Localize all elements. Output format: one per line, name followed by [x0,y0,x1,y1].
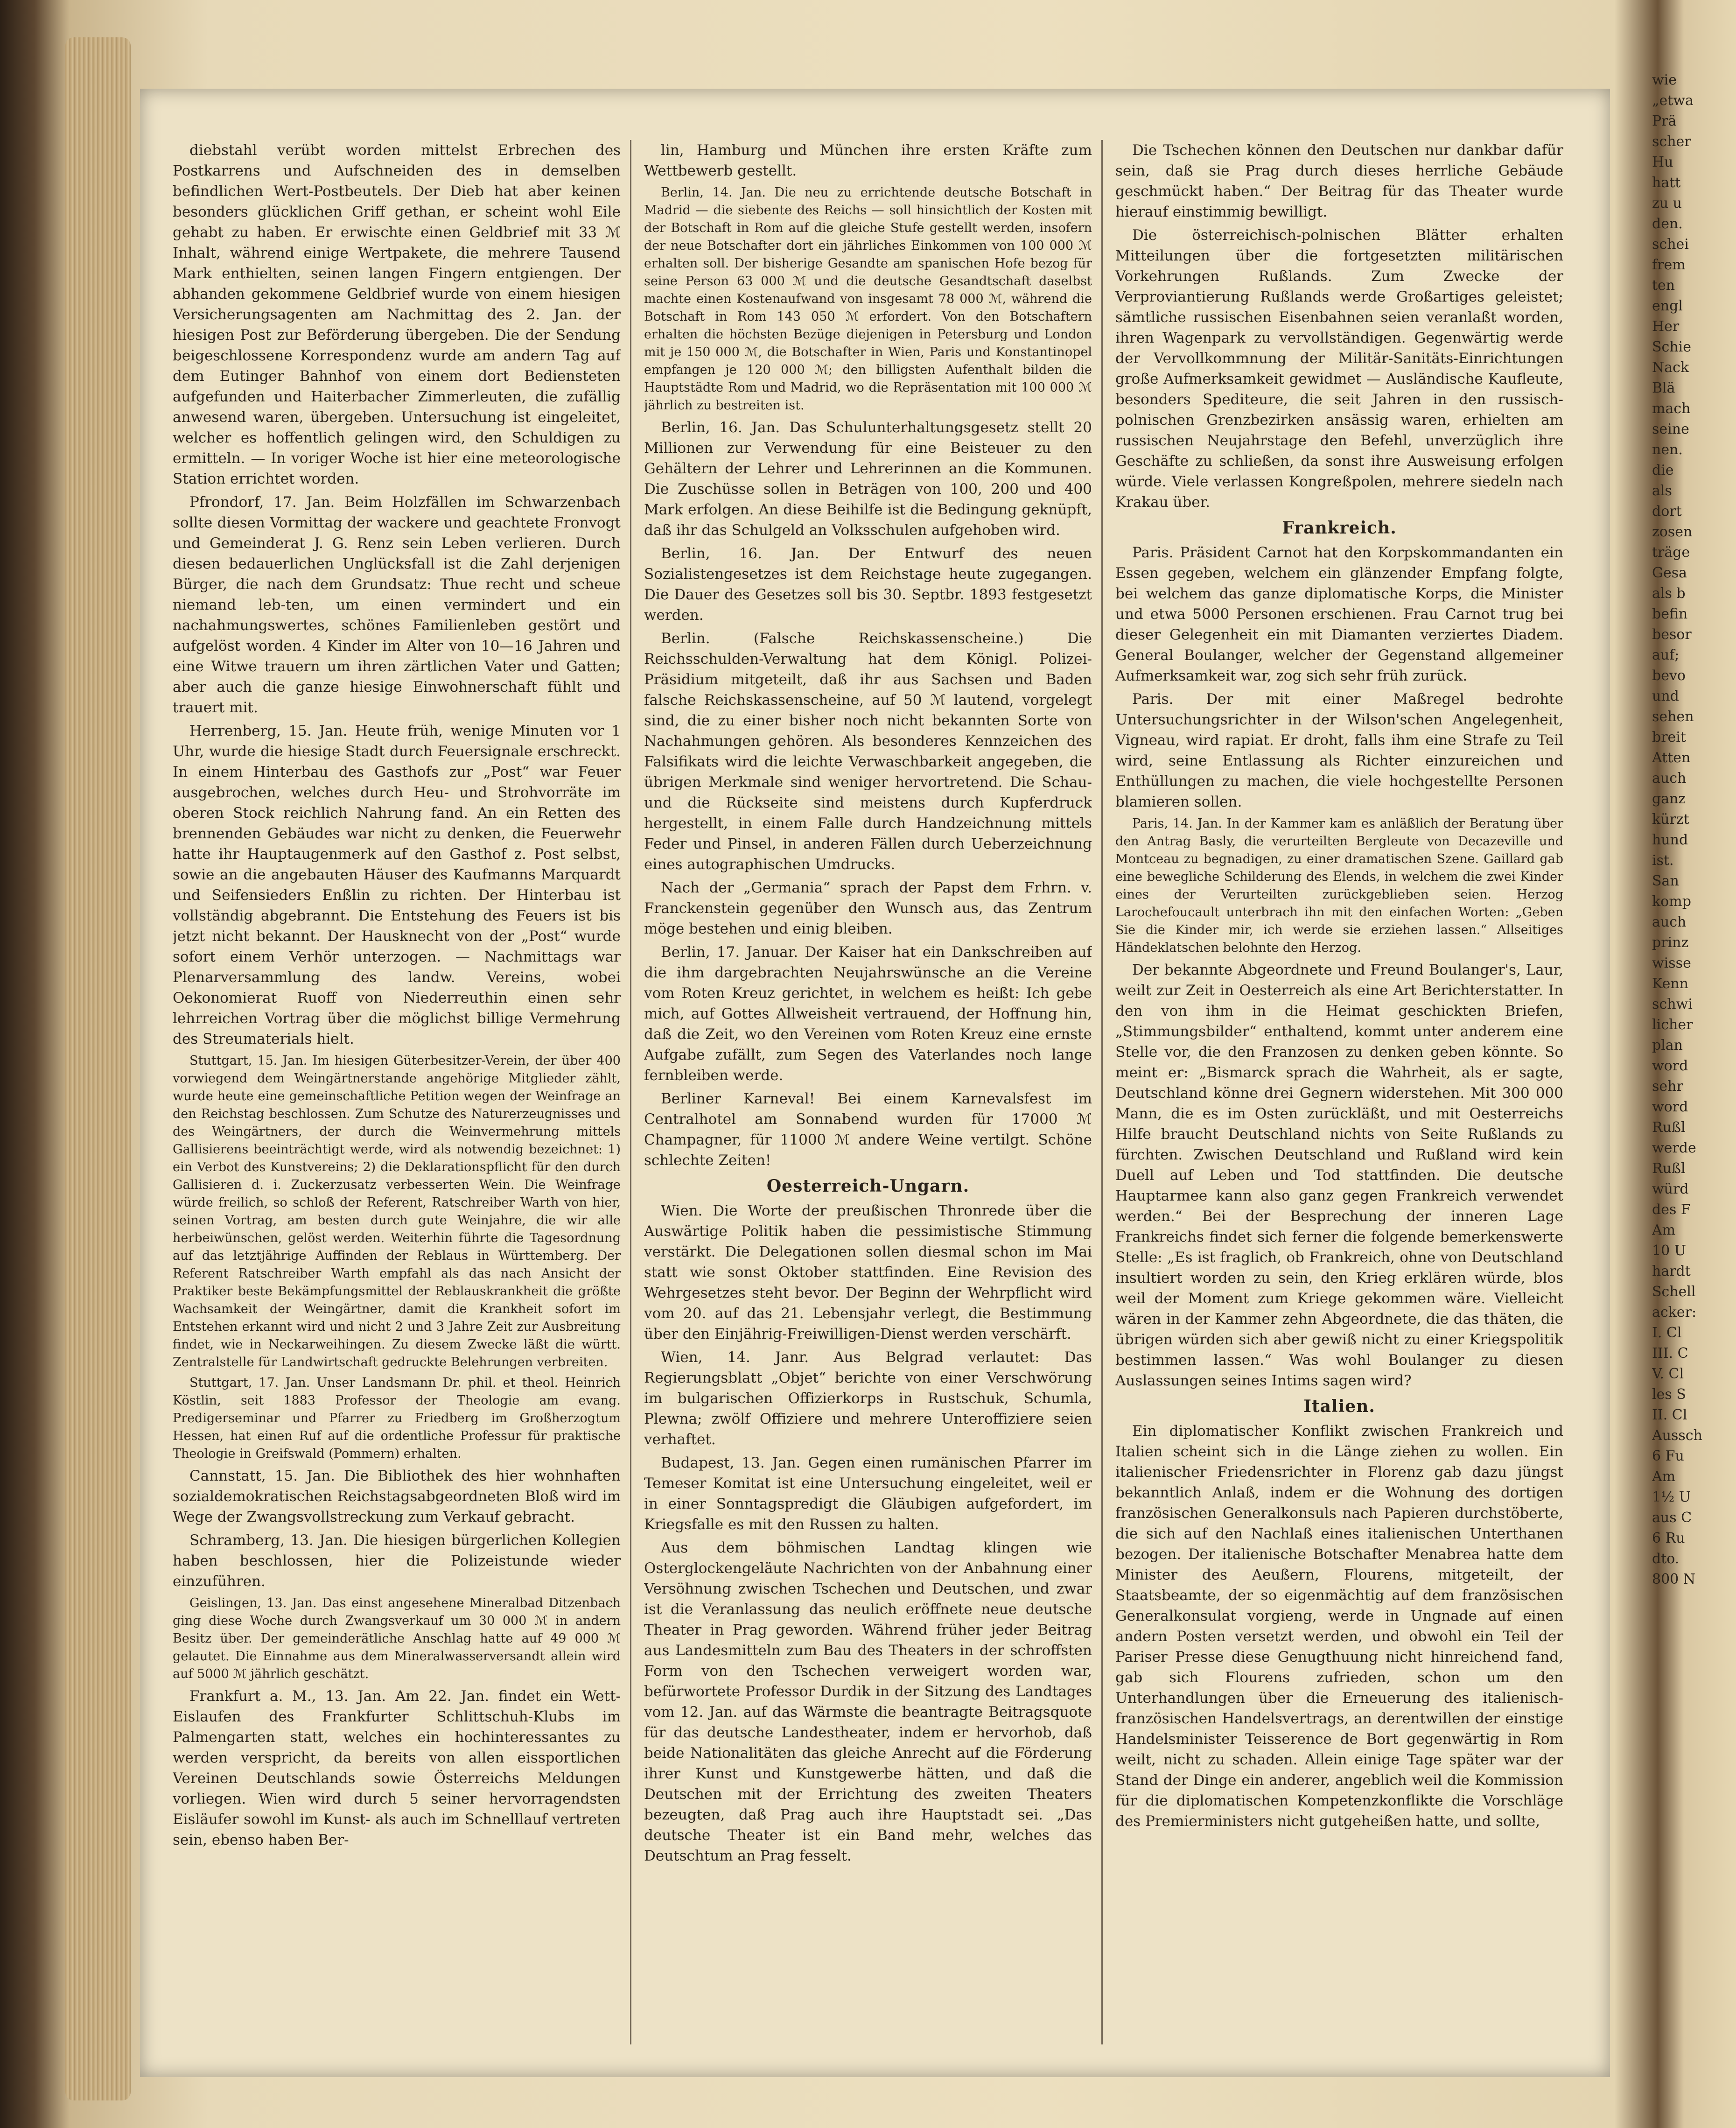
page-fragment-line: Her [1652,318,1680,335]
page-fragment-line: Atten [1652,750,1691,766]
page-fragment-line: und [1652,688,1679,704]
book-spine-edge [65,37,131,2100]
page-fragment-line: hardt [1652,1263,1691,1279]
page-fragment-line: Rußl [1652,1119,1686,1136]
page-fragment-line: zu u [1652,195,1682,211]
page-fragment-line: 6 Fu [1652,1448,1684,1464]
page-fragment-line: 10 U [1652,1243,1686,1259]
section-heading: Italien. [1303,1397,1375,1416]
page-fragment-line: ist. [1652,852,1674,869]
article-paragraph: Berlin, 16. Jan. Das Schulunterhaltungsgesetz stellt 20 Millionen zur Verwendung für eine Beisteuer zu den Gehältern der Lehrer und Lehrerinnen an die Kommunen. Die Zuschüsse sollen in Beträgen von 100, 200 und 400 Mark erfolgen. An diese Beihilfe ist die Bedingung geknüpft, daß ihr das Schulgeld an Volksschulen aufgehoben wird. [644,419,1092,539]
page-fragment-line: Aussch [1652,1427,1702,1444]
page-fragment-line: engl [1652,298,1683,314]
page-fragment-line: word [1652,1099,1688,1115]
article-paragraph: diebstahl verübt worden mittelst Erbrechen des Postkarrens und Aufschneiden des in demselben befindlichen Wert-Postbeutels. Der Dieb hat aber keinen besonders glücklichen Griff gethan, er scheint wohl Eile gehabt zu haben. Er erwischte einen Geldbrief mit 33 ℳ Inhalt, während einige Wertpakete, die mehrere Tausend Mark enthielten, seinen langen Fingern entgiengen. Der abhanden gekommene Geldbrief wurde von einem hiesigen Versicherungsagenten am Nachmittag des 2. Jan. der hiesigen Post zur Beförderung übergeben. Die der Sendung beigeschlossene Korrespondenz wurde am andern Tag auf dem Eutinger Bahnhof von einem dort Bediensteten aufgefunden und Haiterbacher Zimmerleuten, die zufällig anwesend waren, übergeben. Untersuchung ist eingeleitet, welcher es hoffentlich gelingen wird, den Schuldigen zu ermitteln. — In voriger Woche ist hier eine meteorologische Station errichtet worden. [173,142,621,487]
page-fragment-line: V. Cl [1652,1366,1684,1382]
page-fragment-line: schwi [1652,996,1693,1012]
article-paragraph: Stuttgart, 15. Jan. Im hiesigen Güterbesitzer-Verein, der über 400 vorwiegend dem Weingärtnerstande angehörige Mitglieder zählt, wurde heute eine gemeinschaftliche Petition wegen der Weinfrage an den Reichstag beschlossen. Zum Schutze des Naturerzeugnisses und des Weingärtners, der durch die Weinvermehrung mittels Gallisierens beeinträchtigt werde, wird als notwendig bezeichnet: 1) ein Verbot des Kunstvereins; 2) die Deklarationspflicht für den durch Gallisieren d. i. Zuckerzusatz verbesserten Wein. Die Weinfrage würde freilich, so schloß der Referent, Ratschreiber Warth von hier, seinen Vortrag, am besten durch gute Weinjahre, die wir alle herbeiwünschen, gelöst werden. Weiterhin führte die Tagesordnung auf das letztjährige Auffinden der Reblaus in Württemberg. Der Referent Ratschreiber Warth empfahl als das nach Ansicht der Praktiker beste Bekämpfungsmittel der Reblauskrankheit die größte Wachsamkeit der Weingärtner, damit die Krankheit sofort im Entstehen erkannt wird und nicht 2 und 3 Jahre Zeit zur Ausbreitung findet, wie in Neckarweihingen. Zu diesem Zwecke läßt die württ. Zentralstelle für Landwirtschaft gedruckte Belehrungen verbreiten. [173,1053,621,1370]
page-fragment-line: les S [1652,1386,1686,1403]
page-fragment-line: auf; [1652,647,1680,663]
page-fragment-line: hatt [1652,175,1681,191]
page-fragment-line: frem [1652,257,1686,273]
page-fragment-line: Gesa [1652,565,1687,581]
page-fragment-line: aus C [1652,1510,1692,1526]
article-paragraph: Cannstatt, 15. Jan. Die Bibliothek des hier wohnhaften sozialdemokratischen Reichstagsabgeordneten Bloß wird im Wege der Zwangsvollstreckung zum Verkauf gebracht. [173,1468,621,1525]
article-paragraph: Berliner Karneval! Bei einem Karnevalsfest im Centralhotel am Sonnabend wurden für 17000 ℳ Champagner, für 11000 ℳ andere Weine vertilgt. Schöne schlechte Zeiten! [644,1090,1092,1169]
article-paragraph: Berlin. (Falsche Reichskassenscheine.) Die Reichsschulden-Verwaltung hat dem Königl. Polizei-Präsidium mitgeteilt, daß ihr aus Sachsen und Baden falsche Reichskassenscheine, auf 50 ℳ lautend, vorgelegt sind, die zu einer bisher noch nicht bekannten Sorte von Nachahmungen gehören. Als besonderes Kennzeichen des Falsifikats wird die leichte Verwaschbarkeit angegeben, die übrigen Merkmale sind weniger hervortretend. Die Schau- und die Rückseite sind meistens durch Kupferdruck hergestellt, in einem Falle durch Handzeichnung mittels Feder und Pinsel, in anderen Fällen durch Ueberzeichnung eines autographischen Umdrucks. [644,630,1092,873]
page-fragment-line: Schell [1652,1284,1696,1300]
page-fragment-line: mach [1652,400,1691,417]
article-paragraph: Schramberg, 13. Jan. Die hiesigen bürgerlichen Kollegien haben beschlossen, hier die Polizeistunde wieder einzuführen. [173,1532,621,1590]
page-fragment-line: auch [1652,914,1687,930]
page-fragment-line: Am [1652,1222,1676,1238]
page-fragment-line: schei [1652,236,1689,253]
page-fragment-line: wie [1652,72,1677,88]
article-paragraph: Die österreichisch-polnischen Blätter erhalten Mitteilungen über die fortgesetzten militärischen Vorkehrungen Rußlands. Zum Zwecke der Verproviantierung Rußlands werde Großartiges geleistet; sämtliche russischen Eisenbahnen seien veranlaßt worden, ihren Wagenpark zu vervollständigen. Gegenwärtig werde der Vervollkommnung der Militär-Sanitäts-Einrichtungen große Aufmerksamkeit gewidmet — Ausländische Kaufleute, besonders Spediteure, die seit Jahren in den russisch-polnischen Grenzbezirken ansässig waren, erhielten am russischen Neujahrstage den Befehl, unverzüglich ihre Geschäfte zu schließen, da sonst ihre Ausweisung erfolgen würde. Viele verlassen Kongreßpolen, mehrere siedeln nach Krakau über. [1115,227,1563,511]
page-fragment-line: befin [1652,606,1688,622]
page-fragment-line: auch [1652,770,1687,787]
article-paragraph: Berlin, 16. Jan. Der Entwurf des neuen Sozialistengesetzes ist dem Reichstage heute zugegangen. Die Dauer des Gesetzes soll bis 30. Septbr. 1893 festgesetzt werden. [644,545,1092,624]
article-paragraph: Der bekannte Abgeordnete und Freund Boulanger's, Laur, weilt zur Zeit in Oesterreich als eine Art Berichterstatter. In den von ihm in die Heimat geschickten Briefen, „Stimmungsbilder“ enthaltend, kommt unter anderem eine Stelle vor, die den Franzosen zu denken geben könnte. So meint er: „Bismarck sprach die Wahrheit, als er sagte, Deutschland könne drei Gegnern widerstehen. Mit 300 000 Mann, die es im Osten zurückläßt, und mit Oesterreichs Hilfe braucht Deutschland nichts von Seite Rußlands zu fürchten. Zwischen Deutschland und Rußland wird kein Duell auf Leben und Tod stattfinden. Die deutsche Hauptarmee kann also ganz gegen Frankreich verwendet werden.“ Bei der Besprechung der inneren Lage Frankreichs findet sich ferner die folgende bemerkenswerte Stelle: „Es ist fraglich, ob Frankreich, ohne von Deutschland insultiert worden zu sein, den Krieg erklären würde, blos weil der Moment zum Kriege gekommen wäre. Vielleicht wären in der Kammer zehn Abgeordnete, die das thäten, die übrigen würden sich aber gewiß nicht zu einer Kriegspolitik bestimmen lassen.“ Was wohl Boulanger zu diesen Auslassungen seines Intims sagen wird? [1115,962,1563,1389]
page-fragment-line: licher [1652,1017,1693,1033]
column-rule [1101,140,1103,2044]
article-paragraph: Berlin, 17. Januar. Der Kaiser hat ein Dankschreiben auf die ihm dargebrachten Neujahrswünsche an die Vereine vom Roten Kreuz gerichtet, in welchem es heißt: Ich gebe mich, auf Gottes Allweisheit vertrauend, der Hoffnung hin, daß die Zeit, wo den Vereinen vom Roten Kreuz eine ernste Aufgabe zufällt, zum Segen des Vaterlandes noch lange fernbleiben werde. [644,944,1092,1084]
page-fragment-line: Schie [1652,339,1692,355]
page-fragment-line: Nack [1652,359,1689,376]
page-fragment-line: Rußl [1652,1160,1686,1177]
article-paragraph: Stuttgart, 17. Jan. Unser Landsmann Dr. phil. et theol. Heinrich Köstlin, seit 1883 Professor der Theologie am evang. Predigerseminar und Pfarrer zu Friedberg im Großherzogtum Hessen, hat einen Ruf auf die ordentliche Professur für praktische Theologie in Greifswald (Pommern) erhalten. [173,1376,621,1461]
adjacent-page-fragment [1652,70,1736,2077]
page-fragment-line: Prä [1652,113,1677,129]
article-paragraph: Herrenberg, 15. Jan. Heute früh, wenige Minuten vor 1 Uhr, wurde die hiesige Stadt durch Feuersignale erschreckt. In einem Hinterbau des Gasthofs zur „Post“ war Feuer ausgebrochen, welches durch Heu- und Strohvorräte im oberen Stock reichlich Nahrung fand. An ein Retten des brennenden Gebäudes war nicht zu denken, die Feuerwehr hatte ihr Hauptaugenmerk auf den Gasthof z. Post selbst, sowie an die angebauten Häuser des Kaufmanns Marquardt und Seifensieders Enßlin zu richten. Der Hinterbau ist vollständig abgebrannt. Die Entstehung des Feuers ist bis jetzt nicht bekannt. Der Hausknecht von der „Post“ wurde sofort einem Verhör unterzogen. — Nachmittags war Plenarversammlung des landw. Vereins, wobei Oekonomierat Ruoff von Niederreuthin einen sehr lehrreichen Vortrag über die möglichst billige Vermehrung des Streumaterials hielt. [173,723,621,1047]
article-paragraph: Budapest, 13. Jan. Gegen einen rumänischen Pfarrer im Temeser Komitat ist eine Untersuchung eingeleitet, weil er in einer Sonntagspredigt die Gläubigen aufgefordert, im Kriegsfalle es mit den Russen zu halten. [644,1454,1092,1533]
article-column-1 [173,140,621,2044]
page-fragment-line: plan [1652,1037,1683,1053]
article-paragraph: Frankfurt a. M., 13. Jan. Am 22. Jan. findet ein Wett-Eislaufen des Frankfurter Schlittschuh-Klubs im Palmengarten statt, welches ein hochinteressantes zu werden verspricht, da bereits von allen eissportlichen Vereinen Deutschlands sowie Österreichs Meldungen vorliegen. Wien wird durch 5 seiner hervorragendsten Eisläufer sowohl im Kunst- als auch im Schnelllauf vertreten sein, ebenso haben Ber- [173,1688,621,1848]
page-fragment-line: 1½ U [1652,1489,1691,1505]
article-paragraph: Geislingen, 13. Jan. Das einst angesehene Mineralbad Ditzenbach ging diese Woche durch Zwangsverkauf um 30 000 ℳ in andern Besitz über. Der gemeinderätliche Anschlag hatte auf 49 000 ℳ gelautet. Die Einnahme aus dem Mineralwasserversandt allein wird auf 5000 ℳ jährlich geschätzt. [173,1596,621,1681]
article-paragraph: Pfrondorf, 17. Jan. Beim Holzfällen im Schwarzenbach sollte diesen Vormittag der wackere und geachtete Fronvogt und Gemeinderat J. G. Renz sein Leben verlieren. Durch diesen bedauerlichen Unglücksfall ist die Zahl derjenigen Bürger, die nach dem Grundsatz: Thue recht und scheue niemand leb-ten, um einen vermindert und ein nachahmungswertes, schönes Familienleben gestört und aufgelöst worden. 4 Kinder im Alter von 10—16 Jahren und eine Witwe trauern um ihren zärtlichen Vater und Gatten; aber auch die ganze hiesige Einwohnerschaft fühlt und trauert mit. [173,494,621,716]
article-paragraph: Paris, 14. Jan. In der Kammer kam es anläßlich der Beratung über den Antrag Basly, die verurteilten Bergleute von Decazeville und Montceau zu begnadigen, zu einer dramatischen Szene. Gaillard gab eine bewegliche Schilderung des Elends, in welchem die zwei Kinder eines der Verurteilten zurückgeblieben seien. Herzog Larochefoucault unterbrach ihn mit den einfachen Worten: „Geben Sie die Kinder mir, ich werde sie erziehen lassen.“ Allseitiges Händeklatschen belohnte den Herzog. [1115,816,1563,955]
page-fragment-line: scher [1652,133,1691,150]
page-fragment-line: seine [1652,421,1689,437]
page-fragment-line: als b [1652,585,1686,602]
page-fragment-line: komp [1652,893,1691,910]
newspaper-page [140,89,1610,2077]
page-fragment-line: 6 Ru [1652,1530,1685,1546]
article-paragraph: lin, Hamburg und München ihre ersten Kräfte zum Wettbewerb gestellt. [644,142,1092,179]
article-paragraph: Aus dem böhmischen Landtag klingen wie Osterglockengeläute Nachrichten von der Anbahnung einer Versöhnung zwischen Tschechen und Deutschen, und zwar ist die Veranlassung das neulich eröffnete neue deutsche Theater in Prag geworden. Während früher jeder Beitrag aus Landesmitteln zum Bau des Theaters in der schroffsten Form von den Tschechen verweigert worden war, befürwortete Professor Durdik in der Sitzung des Landtages vom 12. Jan. auf das Wärmste die beantragte Beitragsquote für das deutsche Landestheater, indem er hervorhob, daß beide Nationalitäten das gleiche Anrecht auf die Förderung ihrer Kunst und Kunstgewerbe hätten, und daß die Deutschen mit der Errichtung des zweiten Theaters bezeugten, daß Prag auch ihre Hauptstadt sei. „Das deutsche Theater ist ein Band mehr, welches das Deutschtum an Prag fesselt. [644,1539,1092,1864]
column-rule [630,140,631,2044]
page-fragment-line: kürzt [1652,811,1689,828]
page-fragment-line: Hu [1652,154,1673,170]
article-paragraph: Nach der „Germania“ sprach der Papst dem Frhrn. v. Franckenstein gegenüber den Wunsch aus, das Zentrum möge bestehen und einig bleiben. [644,879,1092,937]
page-fragment-line: besor [1652,626,1692,643]
article-paragraph: Wien. Die Worte der preußischen Thronrede über die Auswärtige Politik haben die pessimistische Stimmung verstärkt. Die Delegationen sollen diesmal schon im Mai statt wie sonst Oktober stattfinden. Eine Revision des Wehrgesetzes steht bevor. Der Beginn der Wehrpflicht wird vom 20. auf das 21. Lebensjahr verlegt, die Bestimmung über den Einjährig-Freiwilligen-Dienst werden verschärft. [644,1202,1092,1342]
page-fragment-line: würd [1652,1181,1689,1197]
page-fragment-line: träge [1652,544,1690,561]
page-fragment-line: Kenn [1652,976,1689,992]
article-paragraph: Berlin, 14. Jan. Die neu zu errichtende deutsche Botschaft in Madrid — die siebente des Reichs — soll hinsichtlich der Kosten mit der Botschaft in Rom auf die gleiche Stufe gestellt werden, insofern der neue Botschafter dort ein jährliches Einkommen von 100 000 ℳ erhalten soll. Der bisherige Gesandte am spanischen Hofe bezog für seine Person 63 000 ℳ und die deutsche Gesandtschaft daselbst machte einen Kostenaufwand von insgesamt 78 000 ℳ, während die Botschaft in Rom 143 050 ℳ erfordert. Von den Botschaftern erhalten die höchsten Bezüge diejenigen in Petersburg und London mit je 150 000 ℳ, die Botschafter in Wien, Paris und Konstantinopel empfangen je 120 000 ℳ; den billigsten Aufenthalt bilden die Hauptstädte Rom und Madrid, wo die Repräsentation mit 100 000 ℳ jährlich zu bestreiten ist. [644,185,1092,413]
page-fragment-line: sehen [1652,709,1694,725]
page-fragment-line: sehr [1652,1078,1683,1095]
page-fragment-line: ganz [1652,791,1686,807]
page-fragment-line: Blä [1652,380,1675,396]
article-column-2 [644,140,1092,2044]
page-fragment-line: als [1652,483,1672,499]
page-fragment-line: dort [1652,503,1682,520]
page-fragment-line: word [1652,1058,1688,1074]
page-fragment-line: ten [1652,277,1675,294]
page-fragment-line: nen. [1652,442,1683,458]
page-fragment-line: II. Cl [1652,1407,1687,1423]
page-fragment-line: zosen [1652,524,1693,540]
section-heading: Frankreich. [1282,518,1397,538]
page-fragment-line: 800 N [1652,1571,1696,1587]
article-paragraph: Wien, 14. Janr. Aus Belgrad verlautet: Das Regierungsblatt „Objet“ berichte von einer Verschwörung im bulgarischen Offizierkorps in Rustschuk, Schumla, Plewna; zwölf Offiziere und mehrere Unteroffiziere seien verhaftet. [644,1349,1092,1448]
page-fragment-line: werde [1652,1140,1696,1156]
article-paragraph: Paris. Präsident Carnot hat den Korpskommandanten ein Essen gegeben, welchem ein glänzender Empfang folgte, bei welchem das ganze diplomatische Korps, die Minister und etwa 5000 Personen erschienen. Frau Carnot trug bei dieser Gelegenheit ein mit Diamanten verziertes Diadem. General Boulanger, welcher der Gegenstand allgemeiner Aufmerksamkeit war, zog sich sehr früh zurück. [1115,544,1563,684]
page-fragment-line: dto. [1652,1551,1680,1567]
article-paragraph: Ein diplomatischer Konflikt zwischen Frankreich und Italien scheint sich in die Länge ziehen zu wollen. Ein italienischer Friedensrichter in Florenz gab dazu jüngst bekanntlich Anlaß, indem er die Wohnung des dortigen französischen Generalkonsuls nach Papieren durchstöberte, die sich auf den Nachlaß eines italienischen Unterthanen bezogen. Der italienische Botschafter Menabrea hatte dem Minister des Aeußern, Flourens, mitgeteilt, der Staatsbeamte, der so eigenmächtig auf dem französischen Generalkonsulat vorgieng, werde in Ungnade auf einen andern Posten versetzt werden, und obwohl ein Teil der Pariser Presse diese Genugthuung nicht hinreichend fand, gab sich Flourens zufrieden, schon um den Unterhandlungen über die Erneuerung des italienisch-französischen Handelsvertrags, an derentwillen der einstige Handelsminister Teisserence de Bort gegenwärtig in Rom weilt, nicht zu schaden. Allein einige Tage später war der Stand der Dinge ein anderer, angeblich weil die Kommission für die diplomatischen Kompetenzkonflikte die Vorschläge des Premierministers nicht gutgeheißen hatte, und sollte, [1115,1423,1563,1830]
page-fragment-line: den. [1652,216,1683,232]
article-column-3 [1115,140,1563,2044]
page-fragment-line: bevo [1652,667,1686,684]
page-fragment-line: III. C [1652,1345,1688,1362]
page-fragment-line: des F [1652,1201,1691,1218]
page-fragment-line: „etwa [1652,92,1694,109]
page-fragment-line: acker: [1652,1304,1697,1320]
article-paragraph: Paris. Der mit einer Maßregel bedrohte Untersuchungsrichter in der Wilson'schen Angelegenheit, Vigneau, wird rapiat. Er droht, falls ihm eine Strafe zu Teil wird, seine Entlassung als Richter einzureichen und Enthüllungen zu machen, die viele hochgestellte Personen blamieren sollen. [1115,691,1563,810]
page-fragment-line: die [1652,462,1674,478]
page-fragment-line: hund [1652,832,1688,848]
article-paragraph: Die Tschechen können den Deutschen nur dankbar dafür sein, daß sie Prag durch dieses herrliche Gebäude geschmückt haben.“ Der Beitrag für das Theater wurde hierauf einstimmig bewilligt. [1115,142,1563,220]
page-fragment-line: breit [1652,729,1686,745]
section-heading: Oesterreich-Ungarn. [766,1176,970,1196]
page-fragment-line: prinz [1652,934,1689,951]
page-fragment-line: Am [1652,1468,1676,1485]
page-fragment-line: San [1652,873,1679,889]
page-fragment-line: I. Cl [1652,1325,1682,1341]
page-fragment-line: wisse [1652,955,1691,971]
